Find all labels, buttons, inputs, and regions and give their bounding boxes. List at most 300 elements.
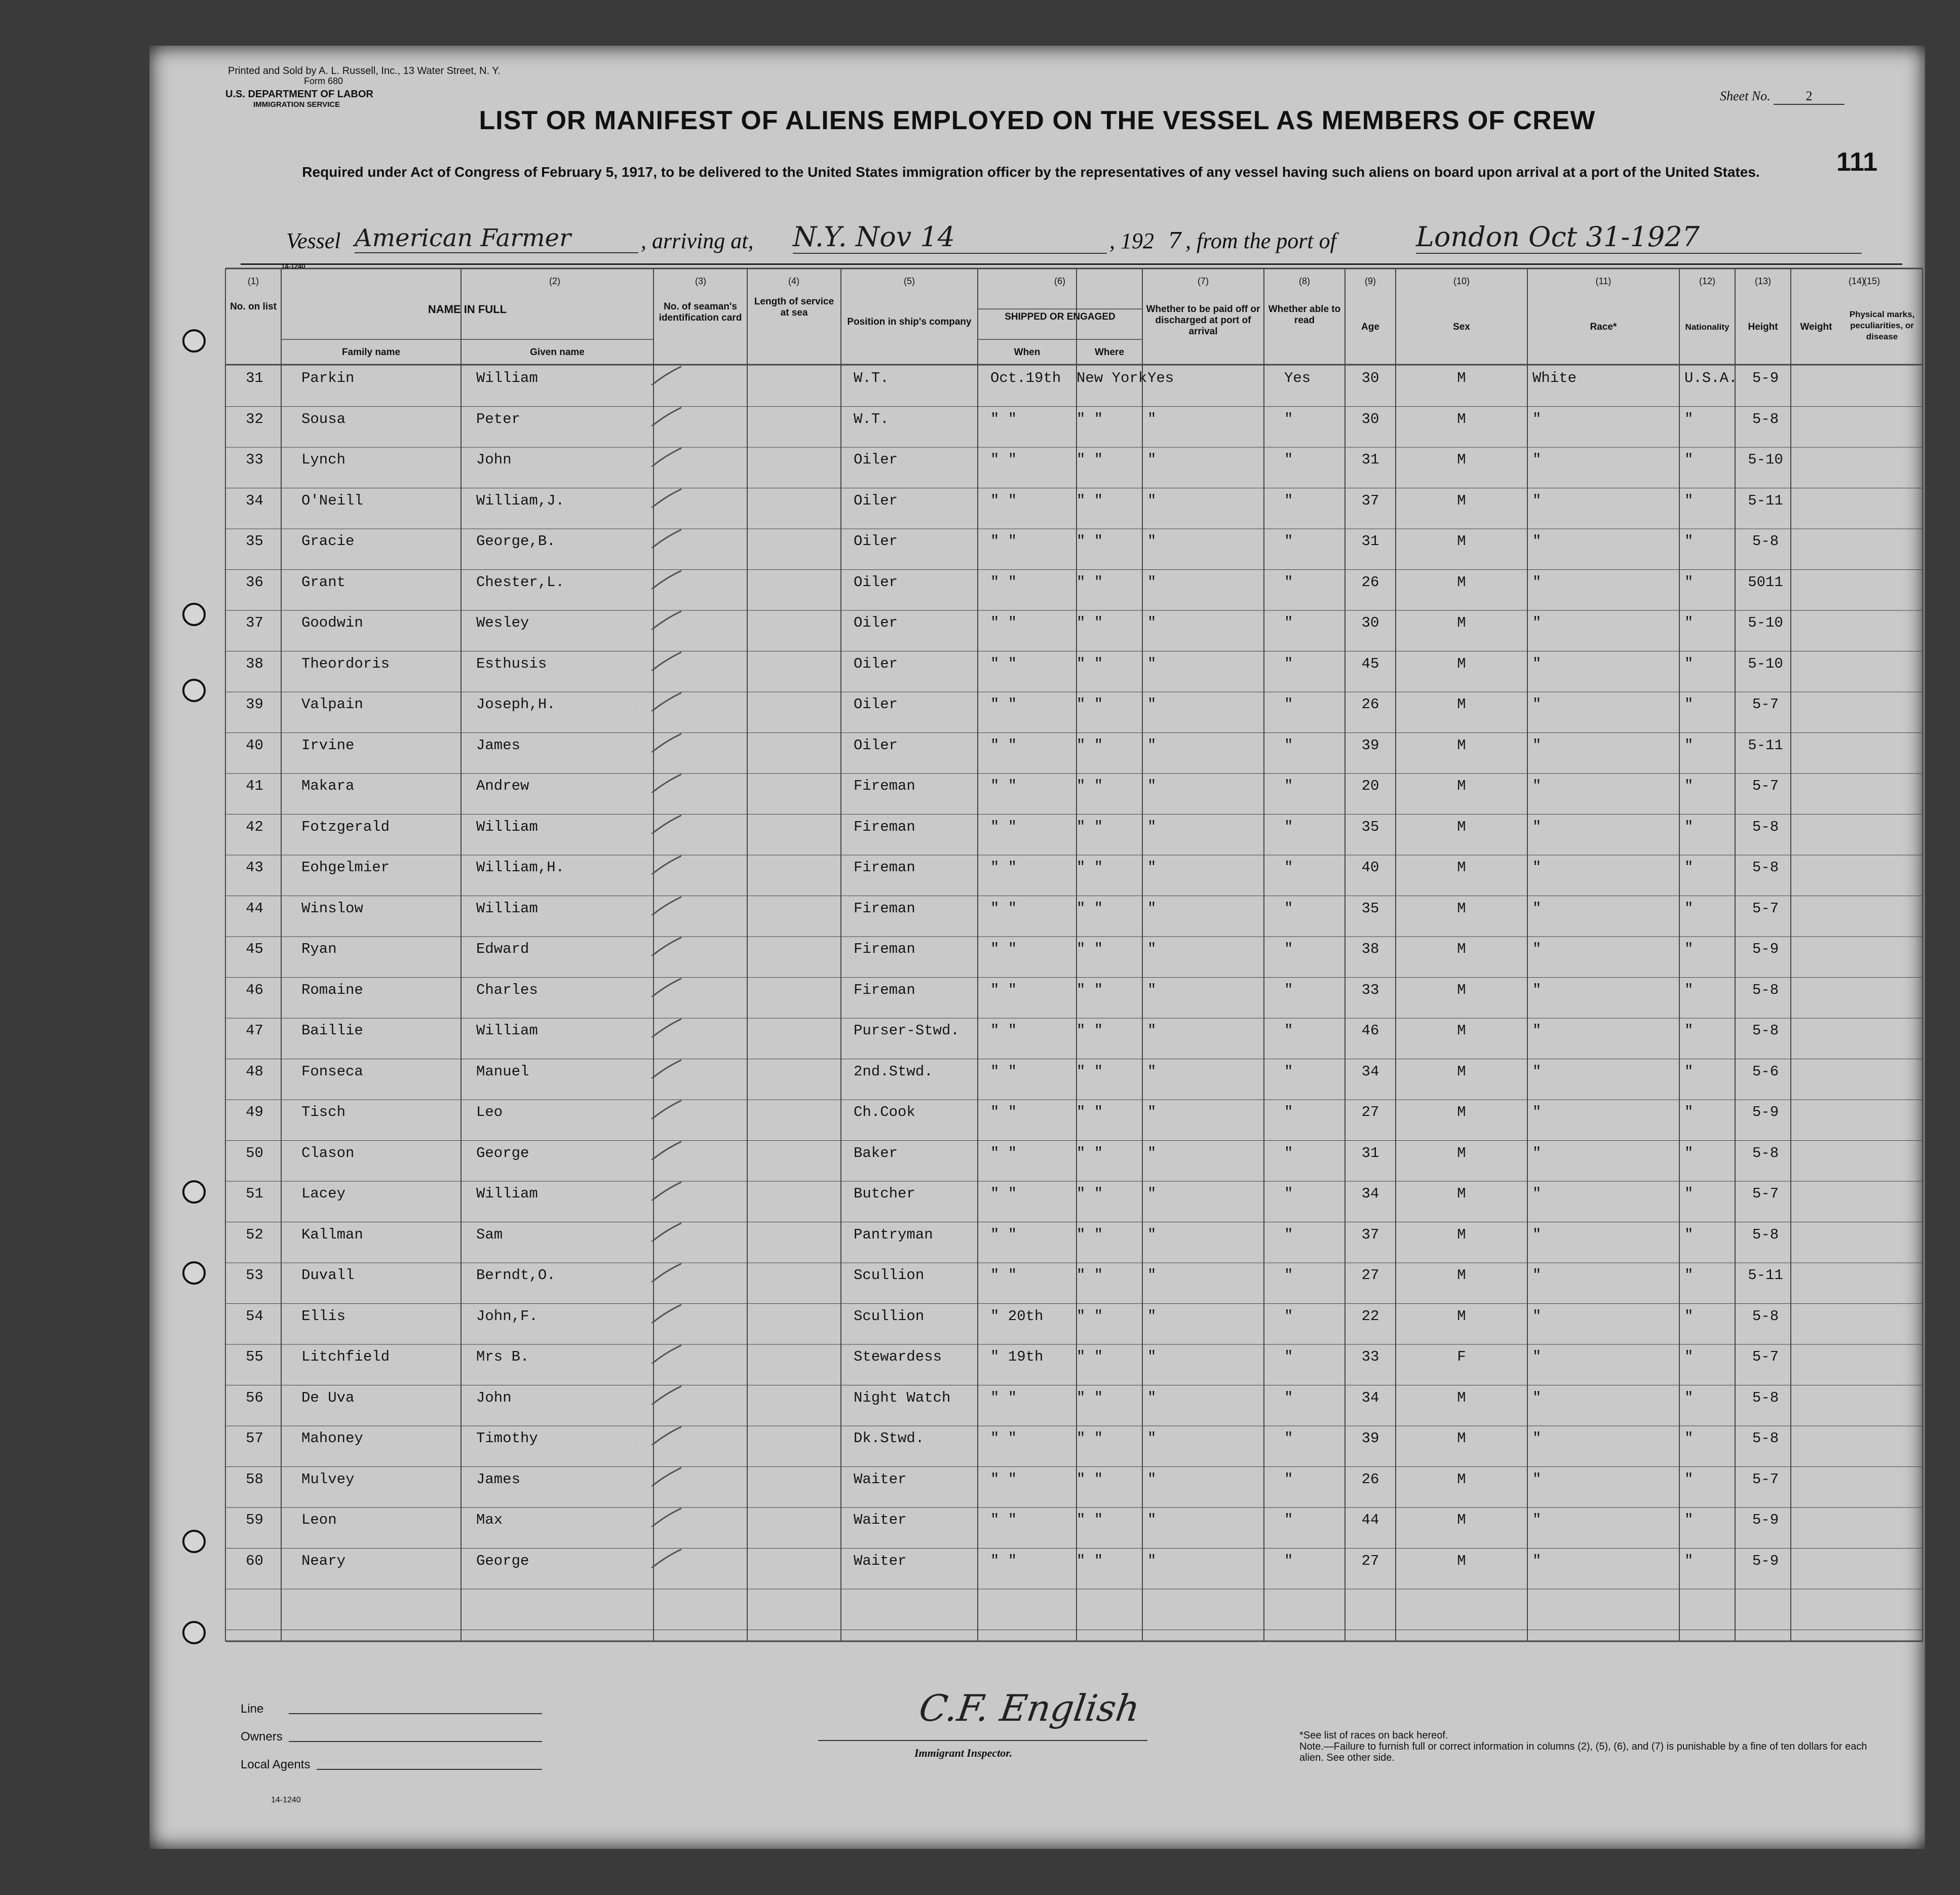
race: " bbox=[1532, 696, 1542, 713]
vessel-label: Vessel bbox=[286, 228, 341, 253]
row-number: 51 bbox=[246, 1185, 263, 1202]
paid-off: " bbox=[1147, 1348, 1157, 1365]
family-name: Litchfield bbox=[301, 1348, 390, 1365]
nationality: " bbox=[1684, 492, 1694, 509]
sex: M bbox=[1457, 1267, 1466, 1284]
id-card-head: No. of seaman's identification card bbox=[659, 301, 742, 323]
age: 34 bbox=[1361, 1185, 1379, 1202]
departure-port: London Oct 31-1927 bbox=[1416, 221, 1862, 254]
family-name: Gracie bbox=[301, 533, 355, 550]
height: 5-8 bbox=[1752, 1307, 1779, 1325]
column-number: (7) bbox=[1198, 276, 1209, 286]
sex: M bbox=[1457, 573, 1466, 591]
height: 5-8 bbox=[1752, 1226, 1779, 1243]
footer-note bbox=[1299, 1730, 1882, 1763]
height: 5-9 bbox=[1752, 941, 1779, 957]
given-name: Edward bbox=[476, 941, 529, 957]
row-number: 47 bbox=[246, 1022, 263, 1039]
able-read-head: Whether able to read bbox=[1268, 304, 1341, 326]
age: 34 bbox=[1361, 1389, 1379, 1406]
age: 27 bbox=[1361, 1104, 1379, 1120]
age: 22 bbox=[1361, 1307, 1379, 1325]
when-head: When bbox=[1014, 347, 1041, 358]
row-number: 54 bbox=[246, 1307, 263, 1325]
paid-off: " bbox=[1147, 737, 1157, 754]
check-mark-icon bbox=[626, 599, 681, 630]
table-row bbox=[149, 1063, 1925, 1104]
given-name: Manuel bbox=[476, 1063, 529, 1080]
shipped-where: " " bbox=[1077, 451, 1103, 468]
row-number: 44 bbox=[246, 900, 263, 917]
year-digit: 7 bbox=[1168, 228, 1182, 254]
sex: M bbox=[1457, 1144, 1466, 1162]
able-to-read: " bbox=[1284, 1307, 1293, 1325]
family-name: Tisch bbox=[301, 1104, 346, 1120]
races-note: *See list of races on back hereof. bbox=[1299, 1730, 1448, 1741]
agents-field bbox=[241, 1758, 545, 1772]
agents-label: Local Agents bbox=[241, 1758, 311, 1771]
shipped-when: " " bbox=[990, 1430, 1017, 1447]
nationality: " bbox=[1684, 573, 1694, 591]
table-row bbox=[149, 696, 1925, 737]
row-number: 56 bbox=[246, 1389, 263, 1406]
given-name: Sam bbox=[476, 1226, 503, 1243]
able-to-read: " bbox=[1284, 1348, 1293, 1365]
shipped-when: " " bbox=[990, 533, 1017, 550]
shipped-where: " " bbox=[1077, 778, 1103, 794]
check-mark-icon bbox=[626, 1374, 681, 1405]
column-number: (5) bbox=[904, 276, 915, 286]
sex: M bbox=[1457, 696, 1466, 713]
check-mark-icon bbox=[626, 640, 681, 671]
race: " bbox=[1532, 1185, 1542, 1202]
line-field bbox=[241, 1702, 545, 1716]
age: 34 bbox=[1361, 1063, 1379, 1080]
shipped-when: " " bbox=[990, 778, 1017, 794]
column-number: (4) bbox=[788, 276, 799, 286]
race: " bbox=[1532, 655, 1542, 672]
nationality: " bbox=[1684, 1348, 1694, 1365]
check-mark-icon bbox=[626, 1130, 681, 1160]
service-name: IMMIGRATION SERVICE bbox=[253, 100, 340, 109]
position: Oiler bbox=[854, 451, 898, 468]
nationality: " bbox=[1684, 410, 1694, 428]
shipped-when: " " bbox=[990, 492, 1017, 509]
family-name-head: Family name bbox=[341, 347, 401, 358]
height: 5-7 bbox=[1752, 1471, 1779, 1488]
shipped-when: " " bbox=[990, 1471, 1017, 1488]
height: 5-10 bbox=[1748, 451, 1783, 468]
paid-off: Yes bbox=[1147, 370, 1174, 386]
shipped-head: SHIPPED OR ENGAGED bbox=[1005, 312, 1116, 322]
family-name: Ryan bbox=[301, 941, 337, 957]
table-row bbox=[149, 451, 1925, 492]
check-mark-icon bbox=[626, 1496, 681, 1527]
check-mark-icon bbox=[626, 559, 681, 589]
paid-off: " bbox=[1147, 900, 1157, 917]
check-mark-icon bbox=[626, 762, 681, 793]
age: 40 bbox=[1361, 859, 1379, 876]
row-number: 32 bbox=[246, 410, 263, 428]
table-row bbox=[149, 533, 1925, 574]
age: 35 bbox=[1361, 818, 1379, 835]
age: 38 bbox=[1361, 941, 1379, 957]
given-name: John bbox=[476, 451, 512, 468]
position: Oiler bbox=[854, 533, 898, 550]
nationality: " bbox=[1684, 1307, 1694, 1325]
position: Oiler bbox=[854, 655, 898, 672]
able-to-read: " bbox=[1284, 1144, 1293, 1162]
race: " bbox=[1532, 1552, 1542, 1569]
sex: M bbox=[1457, 941, 1466, 957]
column-number: (15) bbox=[1863, 276, 1880, 286]
column-number: (1) bbox=[248, 276, 259, 286]
row-number: 43 bbox=[246, 859, 263, 876]
form-code: 14-1240 bbox=[271, 1796, 301, 1804]
height: 5-8 bbox=[1752, 533, 1779, 550]
sex: F bbox=[1457, 1348, 1466, 1365]
able-to-read: " bbox=[1284, 492, 1293, 509]
check-mark-icon bbox=[626, 477, 681, 508]
table-row bbox=[149, 1022, 1925, 1063]
family-name: Fotzgerald bbox=[301, 818, 390, 835]
height: 5-8 bbox=[1752, 1389, 1779, 1406]
age: 35 bbox=[1361, 900, 1379, 917]
check-mark-icon bbox=[626, 844, 681, 874]
sex: M bbox=[1457, 1471, 1466, 1488]
race: " bbox=[1532, 533, 1542, 550]
height: 5-6 bbox=[1752, 1063, 1779, 1080]
position: Oiler bbox=[854, 737, 898, 754]
row-number: 60 bbox=[246, 1552, 263, 1569]
race: " bbox=[1532, 941, 1542, 957]
height: 5-8 bbox=[1752, 1430, 1779, 1447]
table-row bbox=[149, 1104, 1925, 1145]
paid-off: " bbox=[1147, 859, 1157, 876]
sex: M bbox=[1457, 533, 1466, 550]
position: Fireman bbox=[854, 941, 915, 957]
row-number: 52 bbox=[246, 1226, 263, 1243]
able-to-read: " bbox=[1284, 451, 1293, 468]
shipped-where: " " bbox=[1077, 614, 1103, 631]
shipped-where: " " bbox=[1077, 737, 1103, 754]
column-number: (8) bbox=[1299, 276, 1310, 286]
sex: M bbox=[1457, 1307, 1466, 1325]
height: 5-9 bbox=[1752, 1512, 1779, 1528]
shipped-when: " " bbox=[990, 941, 1017, 957]
position: Ch.Cook bbox=[854, 1104, 915, 1120]
table-row bbox=[149, 1553, 1925, 1594]
year-label: , 192 bbox=[1109, 228, 1154, 253]
sex: M bbox=[1457, 655, 1466, 672]
shipped-when: " " bbox=[990, 614, 1017, 631]
position: Purser-Stwd. bbox=[854, 1022, 959, 1039]
table-row bbox=[149, 1471, 1925, 1512]
race: " bbox=[1532, 451, 1542, 468]
family-name: Makara bbox=[301, 778, 355, 794]
race: " bbox=[1532, 737, 1542, 754]
column-number: (14) bbox=[1848, 276, 1865, 286]
sex: M bbox=[1457, 1430, 1466, 1447]
shipped-when: " " bbox=[990, 1267, 1017, 1284]
paid-off: " bbox=[1147, 1144, 1157, 1162]
paid-off: " bbox=[1147, 941, 1157, 957]
row-number: 59 bbox=[246, 1512, 263, 1528]
given-name: George bbox=[476, 1552, 529, 1569]
shipped-where: " " bbox=[1077, 900, 1103, 917]
able-to-read: " bbox=[1284, 818, 1293, 835]
vessel-name: American Farmer bbox=[355, 224, 638, 253]
able-to-read: " bbox=[1284, 1389, 1293, 1406]
length-service-head: Length of service at sea bbox=[754, 296, 834, 318]
age: 37 bbox=[1361, 1226, 1379, 1243]
nationality: " bbox=[1684, 1512, 1694, 1528]
shipped-when: Oct.19th bbox=[990, 370, 1061, 386]
shipped-where: " " bbox=[1077, 492, 1103, 509]
able-to-read: " bbox=[1284, 1185, 1293, 1202]
able-to-read: " bbox=[1284, 941, 1293, 957]
paid-off: " bbox=[1147, 410, 1157, 428]
nationality: " bbox=[1684, 451, 1694, 468]
shipped-when: " " bbox=[990, 900, 1017, 917]
row-number: 57 bbox=[246, 1430, 263, 1447]
family-name: Mulvey bbox=[301, 1471, 355, 1488]
family-name: Valpain bbox=[301, 696, 363, 713]
nationality: " bbox=[1684, 859, 1694, 876]
punch-hole bbox=[182, 1261, 206, 1285]
line-label: Line bbox=[241, 1702, 264, 1716]
able-to-read: " bbox=[1284, 1063, 1293, 1080]
signature-rule bbox=[818, 1740, 1147, 1741]
shipped-when: " " bbox=[990, 573, 1017, 591]
shipped-where: " " bbox=[1077, 1063, 1103, 1080]
race: " bbox=[1532, 1104, 1542, 1120]
position: Oiler bbox=[854, 614, 898, 631]
given-name: Peter bbox=[476, 410, 521, 428]
nationality: " bbox=[1684, 1063, 1694, 1080]
given-name: William,J. bbox=[476, 492, 565, 509]
row-number: 58 bbox=[246, 1471, 263, 1488]
column-number: (10) bbox=[1453, 276, 1470, 286]
punch-hole bbox=[182, 603, 206, 626]
position: Night Watch bbox=[854, 1389, 951, 1406]
row-number: 53 bbox=[246, 1267, 263, 1284]
punch-hole bbox=[182, 679, 206, 702]
check-mark-icon bbox=[626, 436, 681, 467]
line-rule bbox=[289, 1713, 542, 1714]
table-row bbox=[149, 941, 1925, 982]
given-name: Chester,L. bbox=[476, 573, 565, 591]
shipped-where: " " bbox=[1077, 573, 1103, 591]
position: Butcher bbox=[854, 1185, 915, 1202]
marks-head: Physical marks, peculiarities, or disease bbox=[1849, 310, 1915, 341]
paid-off: " bbox=[1147, 451, 1157, 468]
family-name: Duvall bbox=[301, 1267, 355, 1284]
family-name: Lacey bbox=[301, 1185, 346, 1202]
sex: M bbox=[1457, 1512, 1466, 1528]
table-row bbox=[149, 614, 1925, 655]
row-number: 40 bbox=[246, 737, 263, 754]
height-head: Height bbox=[1748, 322, 1778, 332]
sex: M bbox=[1457, 451, 1466, 468]
race: " bbox=[1532, 981, 1542, 998]
row-number: 34 bbox=[246, 492, 263, 509]
department-name: U.S. DEPARTMENT OF LABOR bbox=[225, 89, 373, 100]
sex: M bbox=[1457, 1185, 1466, 1202]
age: 30 bbox=[1361, 410, 1379, 428]
nationality: " bbox=[1684, 1104, 1694, 1120]
shipped-where: " " bbox=[1077, 410, 1103, 428]
page-title: LIST OR MANIFEST OF ALIENS EMPLOYED ON THE VESSEL AS MEMBERS OF CREW bbox=[479, 106, 1596, 135]
race: " bbox=[1532, 818, 1542, 835]
table-row bbox=[149, 1308, 1925, 1349]
paid-off: " bbox=[1147, 573, 1157, 591]
paid-off: " bbox=[1147, 1226, 1157, 1243]
height: 5-11 bbox=[1748, 492, 1783, 509]
able-to-read: " bbox=[1284, 410, 1293, 428]
paid-off: " bbox=[1147, 533, 1157, 550]
shipped-where: " " bbox=[1077, 696, 1103, 713]
sex: M bbox=[1457, 1552, 1466, 1569]
row-number: 35 bbox=[246, 533, 263, 550]
check-mark-icon bbox=[626, 722, 681, 752]
age: 37 bbox=[1361, 492, 1379, 509]
age-head: Age bbox=[1361, 322, 1379, 332]
paid-off: " bbox=[1147, 1471, 1157, 1488]
position: Oiler bbox=[854, 492, 898, 509]
family-name: Clason bbox=[301, 1144, 355, 1162]
check-mark-icon bbox=[626, 1211, 681, 1242]
family-name: Goodwin bbox=[301, 614, 363, 631]
column-number: (12) bbox=[1699, 276, 1715, 286]
age: 39 bbox=[1361, 1430, 1379, 1447]
position: Scullion bbox=[854, 1267, 925, 1284]
paid-off: " bbox=[1147, 1185, 1157, 1202]
race: " bbox=[1532, 1471, 1542, 1488]
race: " bbox=[1532, 1226, 1542, 1243]
race: " bbox=[1532, 778, 1542, 794]
nationality: " bbox=[1684, 900, 1694, 917]
shipped-where: " " bbox=[1077, 1471, 1103, 1488]
shipped-when: " " bbox=[990, 451, 1017, 468]
shipped-where: " " bbox=[1077, 941, 1103, 957]
paid-off: " bbox=[1147, 492, 1157, 509]
shipped-when: " " bbox=[990, 1552, 1017, 1569]
nationality: " bbox=[1684, 655, 1694, 672]
shipped-when: " " bbox=[990, 981, 1017, 998]
able-to-read: Yes bbox=[1284, 370, 1311, 386]
table-row bbox=[149, 370, 1925, 411]
given-name: John bbox=[476, 1389, 512, 1406]
position: W.T. bbox=[854, 410, 889, 428]
check-mark-icon bbox=[626, 518, 681, 548]
given-name-head: Given name bbox=[530, 347, 585, 358]
given-name: William bbox=[476, 1185, 538, 1202]
check-mark-icon bbox=[626, 1456, 681, 1486]
height: 5011 bbox=[1748, 573, 1783, 591]
race: White bbox=[1532, 370, 1577, 386]
sex: M bbox=[1457, 818, 1466, 835]
table-row bbox=[149, 1145, 1925, 1186]
given-name: James bbox=[476, 737, 521, 754]
able-to-read: " bbox=[1284, 859, 1293, 876]
table-row bbox=[149, 411, 1925, 452]
given-name: Berndt,O. bbox=[476, 1267, 556, 1284]
race: " bbox=[1532, 1512, 1542, 1528]
shipped-when: " " bbox=[990, 1389, 1017, 1406]
able-to-read: " bbox=[1284, 900, 1293, 917]
nationality: " bbox=[1684, 1226, 1694, 1243]
row-number: 46 bbox=[246, 981, 263, 998]
table-row bbox=[149, 655, 1925, 697]
able-to-read: " bbox=[1284, 778, 1293, 794]
where-head: Where bbox=[1094, 347, 1125, 358]
shipped-when: " " bbox=[990, 696, 1017, 713]
family-name: Mahoney bbox=[301, 1430, 363, 1447]
name-in-full-head: NAME IN FULL bbox=[428, 303, 507, 316]
height: 5-9 bbox=[1752, 1104, 1779, 1120]
height: 5-7 bbox=[1752, 696, 1779, 713]
age: 20 bbox=[1361, 778, 1379, 794]
race: " bbox=[1532, 614, 1542, 631]
position: Baker bbox=[854, 1144, 898, 1162]
height: 5-11 bbox=[1748, 1267, 1783, 1284]
able-to-read: " bbox=[1284, 737, 1293, 754]
given-name: William bbox=[476, 818, 538, 835]
race: " bbox=[1532, 573, 1542, 591]
able-to-read: " bbox=[1284, 1552, 1293, 1569]
table-row bbox=[149, 1226, 1925, 1267]
paid-off: " bbox=[1147, 1389, 1157, 1406]
given-name: Esthusis bbox=[476, 655, 547, 672]
shipped-where: " " bbox=[1077, 1022, 1103, 1039]
race-head: Race* bbox=[1590, 322, 1617, 332]
table-row bbox=[149, 1512, 1925, 1553]
check-mark-icon bbox=[626, 1252, 681, 1282]
shipped-where: " " bbox=[1077, 1430, 1103, 1447]
able-to-read: " bbox=[1284, 1267, 1293, 1284]
given-name: Max bbox=[476, 1512, 503, 1528]
shipped-when: " " bbox=[990, 1185, 1017, 1202]
family-name: Irvine bbox=[301, 737, 355, 754]
race: " bbox=[1532, 410, 1542, 428]
able-to-read: " bbox=[1284, 1430, 1293, 1447]
weight-head: Weight bbox=[1800, 322, 1832, 332]
check-mark-icon bbox=[626, 885, 681, 915]
race: " bbox=[1532, 1267, 1542, 1284]
row-number: 39 bbox=[246, 696, 263, 713]
height: 5-8 bbox=[1752, 1022, 1779, 1039]
given-name: John,F. bbox=[476, 1307, 538, 1325]
paid-off: " bbox=[1147, 1104, 1157, 1120]
able-to-read: " bbox=[1284, 1471, 1293, 1488]
punch-hole bbox=[182, 329, 206, 353]
penalty-note: Note.—Failure to furnish full or correct information in columns (2), (5), (6), and (7) is punishable by a fine of ten dollars for each alien. See other side. bbox=[1299, 1741, 1867, 1763]
position: Fireman bbox=[854, 900, 915, 917]
position: Waiter bbox=[854, 1552, 907, 1569]
page-number: 111 bbox=[1836, 147, 1878, 177]
race: " bbox=[1532, 1307, 1542, 1325]
given-name: William bbox=[476, 1022, 538, 1039]
given-name: Leo bbox=[476, 1104, 503, 1120]
shipped-where: " " bbox=[1077, 1389, 1103, 1406]
column-number: (3) bbox=[695, 276, 706, 286]
shipped-where: " " bbox=[1077, 533, 1103, 550]
vessel-line bbox=[286, 221, 1907, 263]
shipped-where: " " bbox=[1077, 1348, 1103, 1365]
given-name: Mrs B. bbox=[476, 1348, 529, 1365]
sex: M bbox=[1457, 1063, 1466, 1080]
